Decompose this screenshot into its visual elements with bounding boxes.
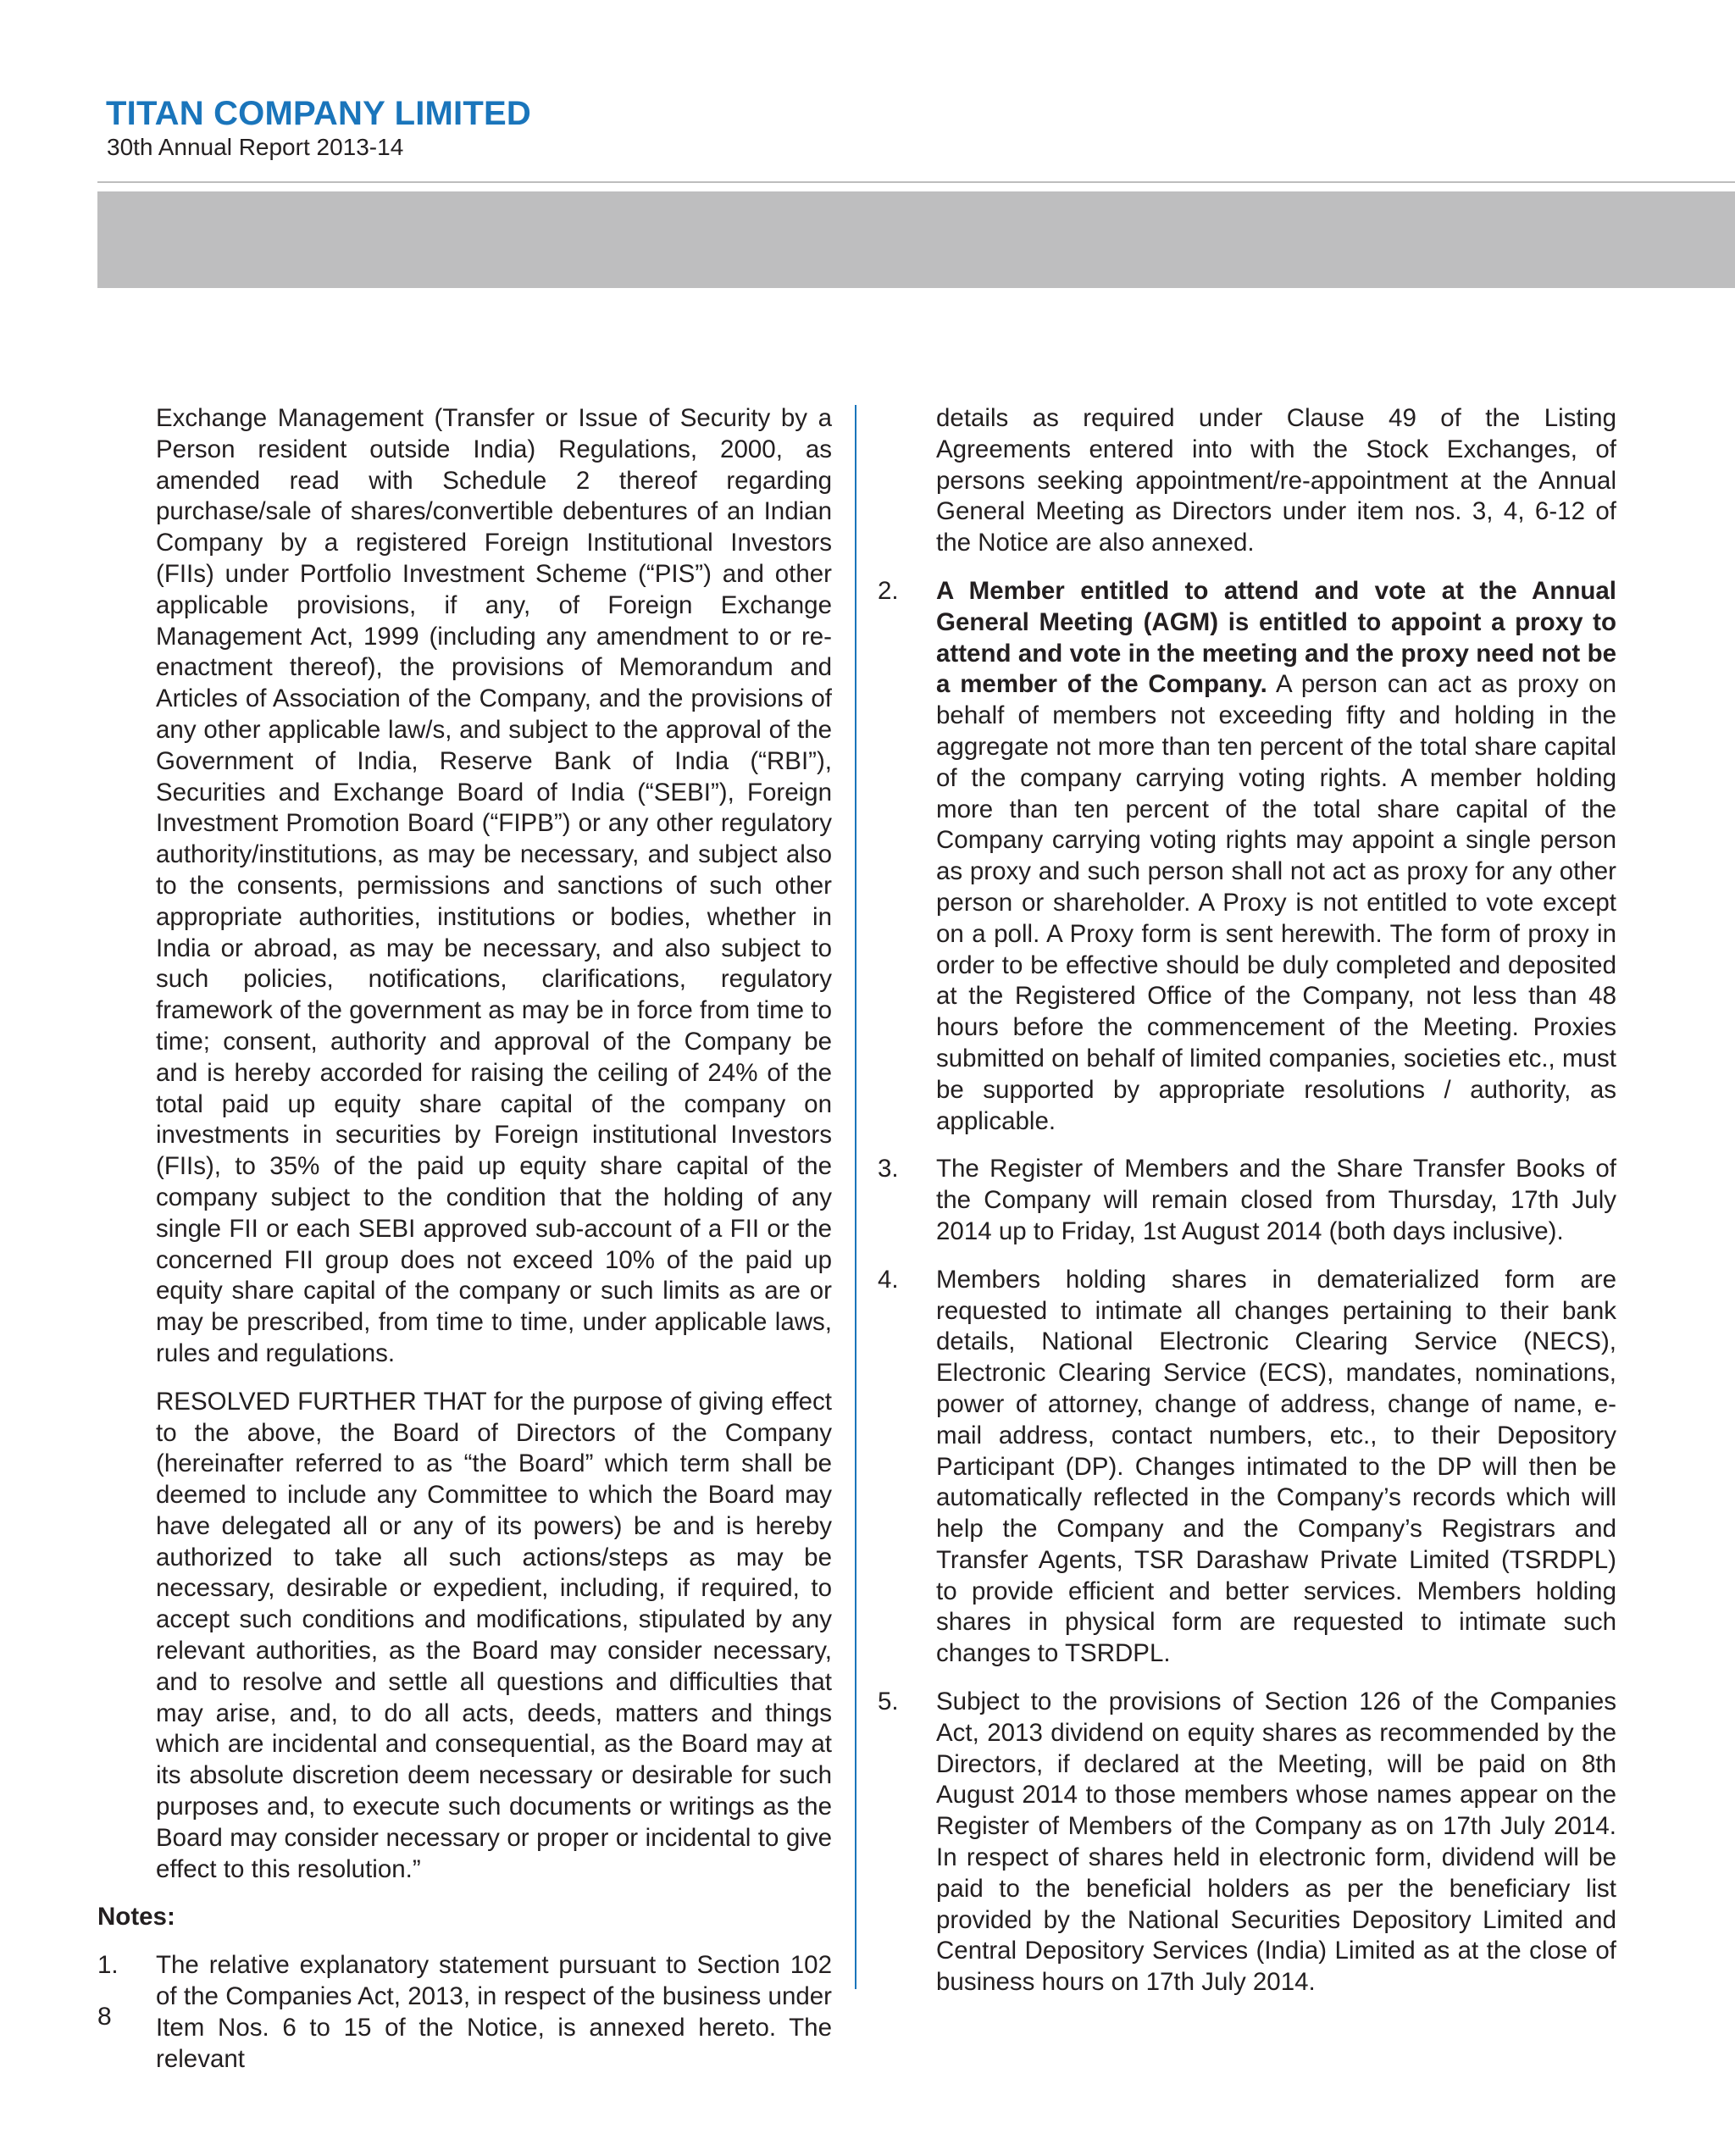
column-divider <box>855 405 856 1989</box>
note-text <box>936 576 1616 1137</box>
report-title: 30th Annual Report 2013-14 <box>107 134 404 160</box>
note-item-5 <box>878 1687 1616 1998</box>
note-number: 4. <box>878 1265 899 1294</box>
note-1-continued: details as required under Clause 49 of the Listing Agreements entered into with the Stock Exchanges, of persons seeking appointment/re-appointment at the Annual General Meeting as Directors under item nos. 3, 4, 6-12 of the Notice are also annexed. <box>936 404 1616 557</box>
page-number: 8 <box>97 2003 112 2031</box>
note-item-4 <box>878 1265 1616 1670</box>
resolved-further-paragraph: RESOLVED FURTHER THAT for the purpose of giving effect to the above, the Board of Directors of the Company (hereinafter referred to as “the Board” which term shall be deemed to include any Committee to which the Board may have delegated all or any of its powers) be and is hereby authorized to take all such actions/steps as may be necessary, desirable or expedient, including, if required, to accept such conditions and modifications, stipulated by any relevant authorities, as the Board may consider necessary, and to resolve and settle all questions and difficulties that may arise, and, to do all acts, deeds, matters and things which are incidental and consequential, as the Board may at its absolute discretion deem necessary or desirable for such purposes and, to execute such documents or writings as the Board may consider necessary or proper or incidental to give effect to this resolution.” <box>156 1387 832 1883</box>
right-column <box>878 403 1616 1998</box>
note-text: Subject to the provisions of Section 126 of the Companies Act, 2013 dividend on equity shares as recommended by the Directors, if declared at the Meeting, will be paid on 8th August 2014 to those members whose names appear on the Register of Members of the Company as on 17th July 2014. In respect of shares held in electronic form, dividend will be paid to the beneficial holders as per the beneficiary list provided by the National Securities Depository Limited and Central Depository Services (India) Limited as at the close of business hours on 17th July 2014. <box>936 1688 1616 1997</box>
note-number: 1. <box>97 1951 119 1980</box>
note-item-2 <box>878 576 1616 1137</box>
note-item-1 <box>97 1950 832 2075</box>
company-name: TITAN COMPANY LIMITED <box>106 95 531 132</box>
note-text: The Register of Members and the Share Transfer Books of the Company will remain closed from Thursday, 17th July 2014 up to Friday, 1st August 2014 (both days inclusive). <box>936 1155 1616 1245</box>
note-number: 5. <box>878 1688 899 1716</box>
left-column <box>97 403 832 2075</box>
note-bold-text: A Member entitled to attend and vote at the Annual General Meeting (AGM) is entitled to appoint a proxy to attend and vote in the meeting and the proxy need not be a member of the Company. <box>936 576 1616 699</box>
header-rule <box>97 181 1735 183</box>
note-text: Members holding shares in dematerialized form are requested to intimate all changes pertaining to their bank details, National Electronic Clearing Service (NECS), Electronic Clearing Service (ECS), mandates, nominations, power of attorney, change of address, change of name, e-mail address, contact numbers, etc., to their Depository Participant (DP). Changes intimated to the DP will then be automatically reflected in the Company’s records which will help the Company and the Company’s Registrars and Transfer Agents, TSR Darashaw Private Limited (TSRDPL) to provide efficient and better services. Members holding shares in physical form are requested to intimate such changes to TSRDPL. <box>936 1265 1616 1668</box>
resolution-paragraph: Exchange Management (Transfer or Issue of Security by a Person resident outside India) Regulations, 2000, as amended read with Schedule 2 thereof regarding purchase/sale of shares/convertible debentures of an Indian Company by a registered Foreign Institutional Investors (FIIs) under Portfolio Investment Scheme (“PIS”) and other applicable provisions, if any, of Foreign Exchange Management Act, 1999 (including any amendment to or re-enactment thereof), the provisions of Memorandum and Articles of Association of the Company, and the provisions of any other applicable law/s, and subject to the approval of the Government of India, Reserve Bank of India (“RBI”), Securities and Exchange Board of India (“SEBI”), Foreign Investment Promotion Board (“FIPB”) or any other regulatory authority/institutions, as may be necessary, and subject also to the consents, permissions and sanctions of such other appropriate authorities, institutions or bodies, whether in India or abroad, as may be necessary, and also subject to such policies, notifications, clarifications, regulatory framework of the government as may be in force from time to time; consent, authority and approval of the Company be and is hereby accorded for raising the ceiling of 24% of the total paid up equity share capital of the company on investments in securities by Foreign institutional Investors (FIIs), to 35% of the paid up equity share capital of the company subject to the condition that the holding of any single FII or each SEBI approved sub-account of a FII or the concerned FII group does not exceed 10% of the paid up equity share capital of the company or such limits as are or may be prescribed, from time to time, under applicable laws, rules and regulations. <box>156 404 832 1367</box>
note-number: 3. <box>878 1155 899 1183</box>
note-body-text: A person can act as proxy on behalf of members not exceeding fifty and holding in the aggregate not more than ten percent of the total share capital of the company carrying voting rights. A member holding more than ten percent of the total share capital of the Company carrying voting rights may appoint a single person as proxy and such person shall not act as proxy for any other person or shareholder. A Proxy is not entitled to vote except on a poll. A Proxy form is sent herewith. The form of proxy in order to be effective should be duly completed and deposited at the Registered Office of the Company, not less than 48 hours before the commencement of the Meeting. Proxies submitted on behalf of limited companies, societies etc., must be supported by appropriate resolutions / authority, as applicable. <box>936 670 1616 1135</box>
note-item-3 <box>878 1154 1616 1247</box>
note-text: The relative explanatory statement pursuant to Section 102 of the Companies Act, 2013, in respect of the business under Item Nos. 6 to 15 of the Notice, is annexed hereto. The relevant <box>156 1951 832 2073</box>
notes-heading: Notes: <box>97 1903 175 1932</box>
note-number: 2. <box>878 576 899 605</box>
header-band <box>97 191 1735 288</box>
